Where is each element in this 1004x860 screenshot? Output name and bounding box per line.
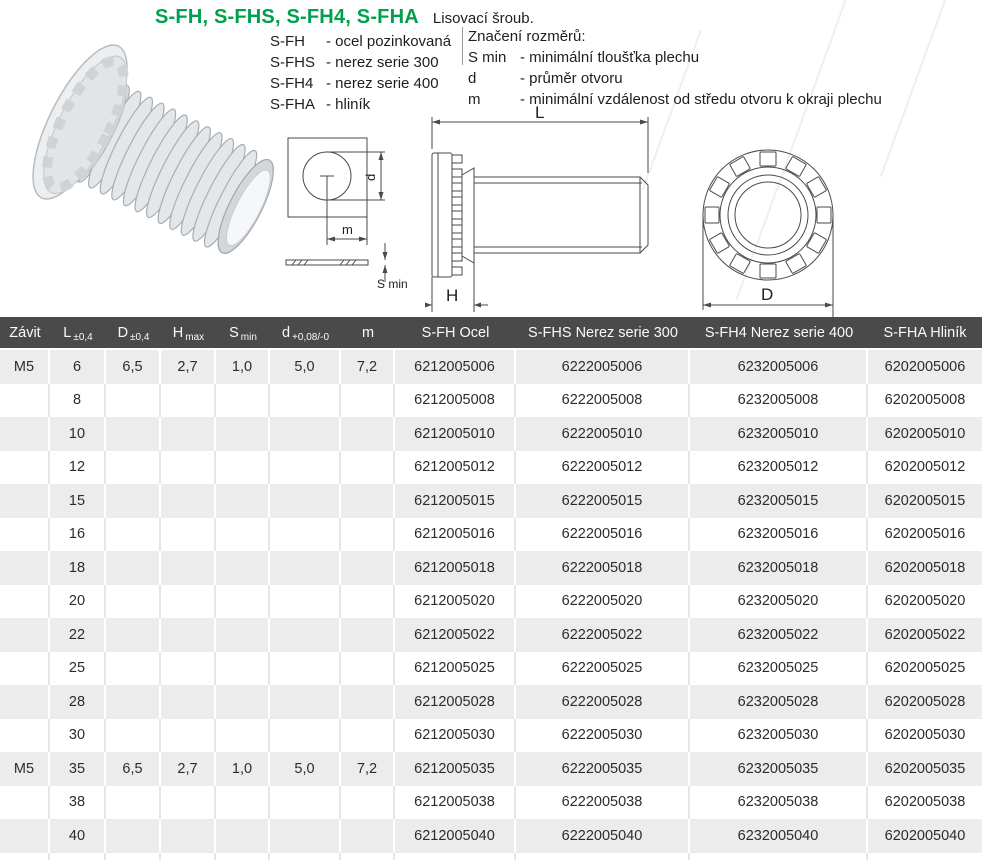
- table-cell: 6212005015: [395, 484, 516, 518]
- table-cell: [270, 618, 341, 652]
- table-cell: 6,5: [106, 752, 161, 786]
- table-cell: 10: [50, 417, 106, 451]
- table-row: [0, 350, 982, 384]
- dimension-desc: - minimální tloušťka plechu: [520, 49, 700, 66]
- table-cell: 6232005015: [690, 484, 868, 518]
- table-cell: 6202005022: [868, 618, 982, 652]
- material-desc: - hliník: [326, 96, 371, 113]
- column-header: d $_{+0,08/-0}$: [270, 317, 341, 350]
- table-row: [0, 451, 982, 485]
- table-cell: 6212005040: [395, 819, 516, 853]
- table-cell: 6232005030: [690, 719, 868, 753]
- dim-label-d: d: [363, 173, 378, 181]
- table-cell: 1,0: [216, 752, 270, 786]
- table-cell: 6212005018: [395, 551, 516, 585]
- table-cell: 6232005012: [690, 451, 868, 485]
- dim-label-D: D: [761, 285, 774, 304]
- table-cell: [0, 819, 50, 853]
- material-desc: - nerez serie 300: [326, 54, 439, 71]
- table-cell: [270, 484, 341, 518]
- table-cell: 30: [50, 719, 106, 753]
- table-row: [0, 819, 982, 853]
- table-cell: 35: [50, 752, 106, 786]
- table-cell: M5: [0, 752, 50, 786]
- table-cell: 6222005028: [516, 685, 690, 719]
- table-cell: 5,0: [270, 752, 341, 786]
- table-cell: 6202005038: [868, 786, 982, 820]
- table-cell: [0, 685, 50, 719]
- table-cell: 6222005008: [516, 384, 690, 418]
- table-cell: 15: [50, 484, 106, 518]
- table-cell: 2,7: [161, 350, 216, 384]
- table-cell: [106, 719, 161, 753]
- table-cell: [161, 451, 216, 485]
- table-cell: [0, 484, 50, 518]
- stud-3d-render-image: [2, 20, 274, 292]
- table-cell: 8: [50, 384, 106, 418]
- table-cell: [106, 853, 161, 860]
- table-cell: M5: [0, 350, 50, 384]
- column-header: D $_{\pm 0,4}$: [106, 317, 161, 350]
- table-row: [0, 752, 982, 786]
- table-cell: 6222005012: [516, 451, 690, 485]
- table-cell: [0, 786, 50, 820]
- table-cell: 7,2: [341, 752, 395, 786]
- table-cell: [341, 384, 395, 418]
- table-row: [0, 484, 982, 518]
- table-cell: 6: [50, 350, 106, 384]
- table-cell: [0, 853, 50, 860]
- table-cell: 1,0: [216, 350, 270, 384]
- table-cell: 6232005038: [690, 786, 868, 820]
- table-cell: [106, 451, 161, 485]
- table-row: [0, 384, 982, 418]
- material-desc: - nerez serie 400: [326, 75, 439, 92]
- spec-table: [0, 317, 982, 860]
- table-cell: 6222005022: [516, 618, 690, 652]
- table-cell: 6222005025: [516, 652, 690, 686]
- table-cell: [106, 417, 161, 451]
- dim-label-H: H: [446, 286, 459, 305]
- table-cell: 6212005020: [395, 585, 516, 619]
- table-cell: 6202005020: [868, 585, 982, 619]
- column-header: S-FHS Nerez serie 300: [516, 317, 690, 350]
- table-cell: 6202005012: [868, 451, 982, 485]
- table-cell: [0, 451, 50, 485]
- table-cell: 6222005038: [516, 786, 690, 820]
- table-cell: 6212005008: [395, 384, 516, 418]
- table-cell: [106, 551, 161, 585]
- table-cell: [341, 518, 395, 552]
- table-cell: 6212005030: [395, 719, 516, 753]
- table-cell: [270, 384, 341, 418]
- product-codes-title: S-FH, S-FHS, S-FH4, S-FHA: [155, 6, 419, 28]
- dimension-legend-item: [468, 68, 882, 89]
- table-cell: 28: [50, 685, 106, 719]
- table-cell: [341, 685, 395, 719]
- table-cell: [216, 518, 270, 552]
- drawing-head-front-view: [695, 140, 860, 317]
- spec-table-head-row: [0, 317, 982, 350]
- table-cell: [270, 417, 341, 451]
- drawing-stud-side-view: [425, 105, 665, 317]
- dimension-symbol: S min: [468, 49, 507, 66]
- dimension-legend-title: Značení rozměrů:: [468, 28, 586, 45]
- table-cell: [161, 853, 216, 860]
- table-cell: 6212005012: [395, 451, 516, 485]
- table-cell: [216, 585, 270, 619]
- table-cell: 6202005006: [868, 350, 982, 384]
- table-cell: 6222005040: [516, 819, 690, 853]
- dim-label-m: m: [342, 222, 353, 237]
- table-cell: [868, 853, 982, 860]
- table-cell: [216, 618, 270, 652]
- table-cell: [341, 417, 395, 451]
- table-cell: [106, 652, 161, 686]
- table-cell: 6202005010: [868, 417, 982, 451]
- table-cell: [216, 719, 270, 753]
- table-cell: 16: [50, 518, 106, 552]
- table-cell: [341, 484, 395, 518]
- table-cell: 6232005020: [690, 585, 868, 619]
- table-cell: [161, 585, 216, 619]
- table-cell: [341, 618, 395, 652]
- table-cell: [0, 518, 50, 552]
- column-header: H $_{max}$: [161, 317, 216, 350]
- column-header: S-FH Ocel: [395, 317, 516, 350]
- table-cell: [161, 384, 216, 418]
- table-cell: [216, 685, 270, 719]
- table-row: [0, 518, 982, 552]
- table-cell: 6222005020: [516, 585, 690, 619]
- material-item: [270, 73, 451, 94]
- material-code: S-FHS: [270, 54, 315, 71]
- table-cell: 6202005035: [868, 752, 982, 786]
- material-code: S-FH4: [270, 75, 314, 92]
- table-cell: 22: [50, 618, 106, 652]
- table-cell: [0, 719, 50, 753]
- table-cell: [0, 618, 50, 652]
- table-cell: [0, 551, 50, 585]
- table-cell: [341, 819, 395, 853]
- table-cell: [216, 551, 270, 585]
- table-cell: [270, 719, 341, 753]
- table-cell: [341, 585, 395, 619]
- table-cell: [270, 652, 341, 686]
- table-cell: [0, 585, 50, 619]
- table-cell: 6222005006: [516, 350, 690, 384]
- column-header: S-FH4 Nerez serie 400: [690, 317, 868, 350]
- table-cell: 6232005016: [690, 518, 868, 552]
- table-cell: [161, 819, 216, 853]
- table-cell: [161, 685, 216, 719]
- table-cell: 6212005010: [395, 417, 516, 451]
- table-cell: [341, 719, 395, 753]
- table-cell: [270, 518, 341, 552]
- table-cell: [0, 417, 50, 451]
- table-cell: [161, 719, 216, 753]
- table-cell: 6232005018: [690, 551, 868, 585]
- table-cell: [270, 551, 341, 585]
- dimension-symbol: d: [468, 70, 477, 87]
- dim-label-smin: S min: [377, 277, 408, 291]
- table-cell: [106, 819, 161, 853]
- dimension-desc: - minimální vzdálenost od středu otvoru k okraji plechu: [520, 91, 882, 108]
- column-header: Závit: [0, 317, 50, 350]
- table-cell: 6232005008: [690, 384, 868, 418]
- drawing-plate-top-view: [278, 125, 428, 310]
- table-cell: [50, 853, 106, 860]
- material-item: [270, 52, 451, 73]
- table-cell: [395, 853, 516, 860]
- material-code: S-FHA: [270, 96, 315, 113]
- table-cell: [270, 685, 341, 719]
- table-cell: [161, 551, 216, 585]
- product-subtitle: Lisovací šroub.: [432, 10, 534, 27]
- material-item: [270, 94, 451, 115]
- dimension-legend: [468, 26, 882, 110]
- table-cell: [690, 853, 868, 860]
- dim-label-L: L: [535, 105, 545, 122]
- table-cell: [270, 451, 341, 485]
- table-cell: [161, 786, 216, 820]
- material-item: [270, 31, 451, 52]
- spec-table-wrap: [0, 317, 982, 860]
- table-cell: [161, 417, 216, 451]
- table-cell: [106, 384, 161, 418]
- table-cell: [270, 819, 341, 853]
- table-row: [0, 685, 982, 719]
- table-cell: [341, 451, 395, 485]
- table-row: [0, 417, 982, 451]
- table-cell: [106, 518, 161, 552]
- table-cell: 6202005030: [868, 719, 982, 753]
- table-cell: 6232005006: [690, 350, 868, 384]
- table-cell: 6202005018: [868, 551, 982, 585]
- material-code: S-FH: [270, 33, 305, 50]
- table-cell: 6222005018: [516, 551, 690, 585]
- table-cell: [270, 853, 341, 860]
- column-header: L $_{\pm 0,4}$: [50, 317, 106, 350]
- table-cell: 6232005040: [690, 819, 868, 853]
- dimension-desc: - průměr otvoru: [520, 70, 623, 87]
- table-cell: [161, 618, 216, 652]
- table-cell: 6232005022: [690, 618, 868, 652]
- dimension-legend-item: [468, 47, 882, 68]
- table-cell: [216, 484, 270, 518]
- material-legend: [270, 31, 451, 115]
- table-cell: [341, 652, 395, 686]
- table-cell: [216, 786, 270, 820]
- table-row: [0, 551, 982, 585]
- table-cell: 6202005040: [868, 819, 982, 853]
- table-cell: 6,5: [106, 350, 161, 384]
- table-cell: 12: [50, 451, 106, 485]
- table-cell: [216, 819, 270, 853]
- table-cell: 6222005010: [516, 417, 690, 451]
- table-row: [0, 719, 982, 753]
- table-cell: 6212005016: [395, 518, 516, 552]
- table-cell: [270, 585, 341, 619]
- table-row: [0, 618, 982, 652]
- table-cell: 6212005006: [395, 350, 516, 384]
- table-cell: 2,7: [161, 752, 216, 786]
- material-desc: - ocel pozinkovaná: [326, 33, 452, 50]
- table-cell: 6212005022: [395, 618, 516, 652]
- table-cell: 38: [50, 786, 106, 820]
- table-cell: [341, 551, 395, 585]
- table-cell: 6222005030: [516, 719, 690, 753]
- table-cell: [161, 652, 216, 686]
- table-cell: [216, 384, 270, 418]
- table-cell: 6212005028: [395, 685, 516, 719]
- column-header: S-FHA Hliník: [868, 317, 982, 350]
- table-cell: [516, 853, 690, 860]
- table-cell: [341, 786, 395, 820]
- table-cell: 40: [50, 819, 106, 853]
- table-cell: 6232005028: [690, 685, 868, 719]
- table-cell: [106, 618, 161, 652]
- table-cell: [0, 652, 50, 686]
- watermark-line: [880, 0, 957, 177]
- legend-divider: [462, 27, 463, 65]
- column-header: S $_{min}$: [216, 317, 270, 350]
- table-cell: 6222005016: [516, 518, 690, 552]
- spec-table-body: [0, 350, 982, 860]
- table-row: [0, 853, 982, 860]
- table-cell: 25: [50, 652, 106, 686]
- table-cell: [216, 853, 270, 860]
- table-cell: [106, 585, 161, 619]
- table-row: [0, 652, 982, 686]
- table-cell: 6222005035: [516, 752, 690, 786]
- table-cell: [161, 518, 216, 552]
- table-cell: [216, 652, 270, 686]
- table-cell: [106, 685, 161, 719]
- table-cell: 6202005025: [868, 652, 982, 686]
- table-cell: [106, 484, 161, 518]
- table-cell: 6202005008: [868, 384, 982, 418]
- table-cell: 20: [50, 585, 106, 619]
- table-cell: 6232005035: [690, 752, 868, 786]
- table-cell: 6202005016: [868, 518, 982, 552]
- table-cell: 6212005025: [395, 652, 516, 686]
- table-cell: 7,2: [341, 350, 395, 384]
- table-cell: 6212005035: [395, 752, 516, 786]
- column-header: m: [341, 317, 395, 350]
- table-cell: 5,0: [270, 350, 341, 384]
- table-cell: 18: [50, 551, 106, 585]
- table-cell: [161, 484, 216, 518]
- table-cell: [216, 417, 270, 451]
- dimension-symbol: m: [468, 91, 481, 108]
- table-row: [0, 786, 982, 820]
- table-cell: [0, 384, 50, 418]
- table-cell: 6222005015: [516, 484, 690, 518]
- table-cell: 6202005028: [868, 685, 982, 719]
- table-cell: [216, 451, 270, 485]
- table-cell: [106, 786, 161, 820]
- table-row: [0, 585, 982, 619]
- table-cell: 6202005015: [868, 484, 982, 518]
- table-cell: 6232005025: [690, 652, 868, 686]
- table-cell: 6212005038: [395, 786, 516, 820]
- table-cell: 6232005010: [690, 417, 868, 451]
- table-cell: [341, 853, 395, 860]
- table-cell: [270, 786, 341, 820]
